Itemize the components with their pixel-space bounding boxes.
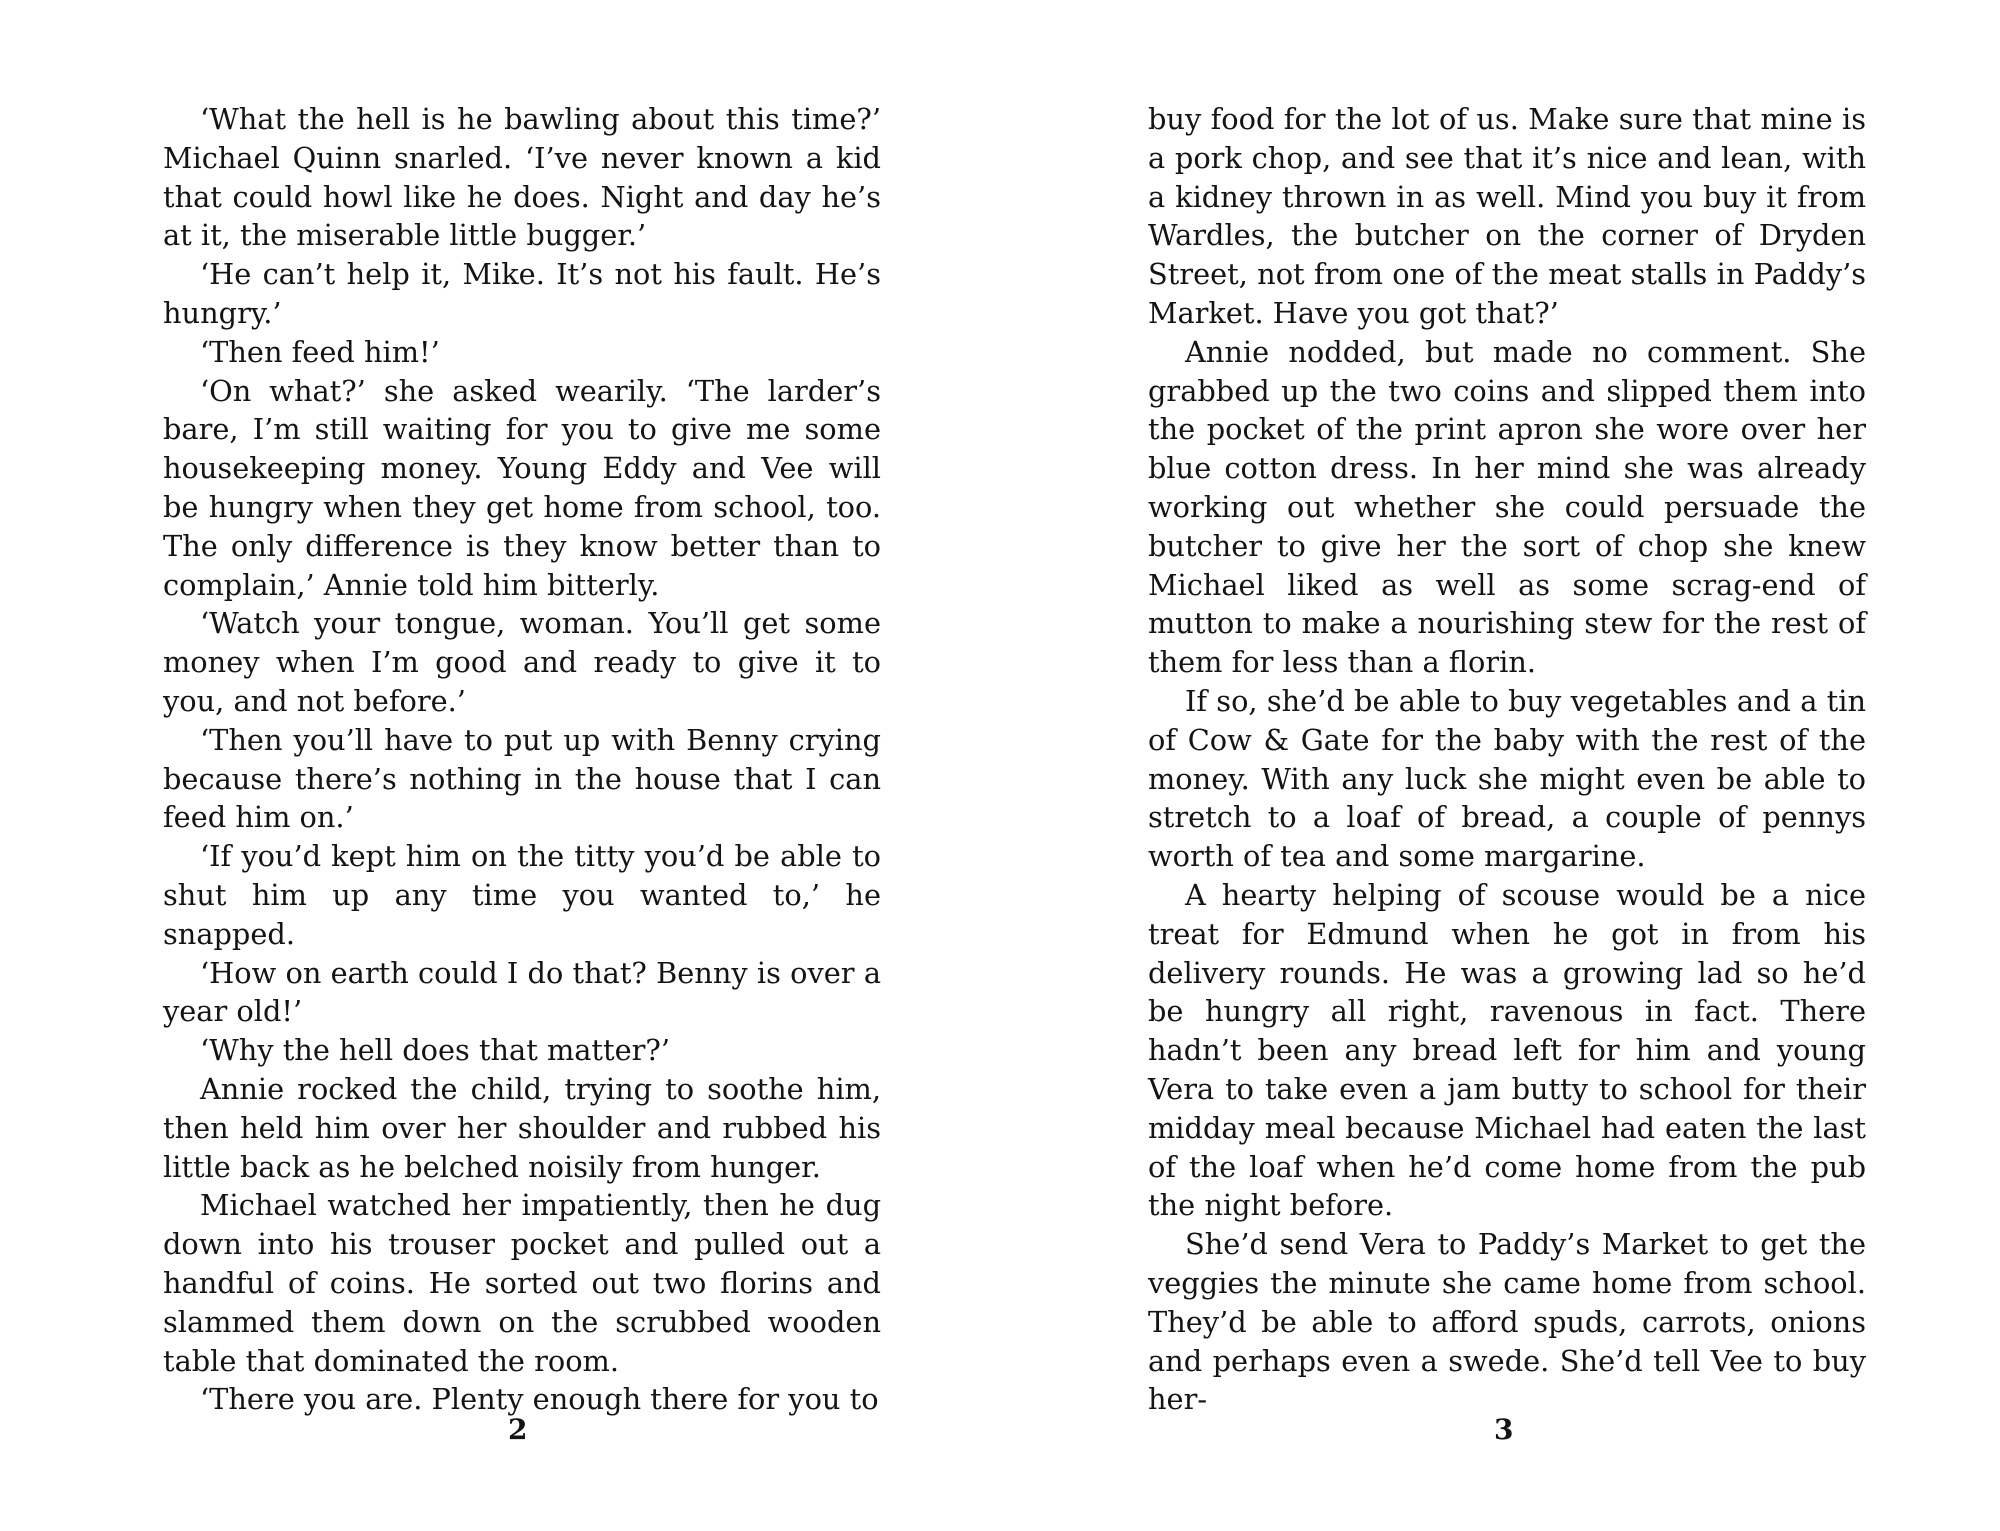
page-number-right: 3 [1494, 1413, 1514, 1446]
paragraph: If so, she’d be able to buy vegetables and a tin of Cow & Gate for the baby with the rest of the money. With any luck she might even be able to stretch to a loaf of bread, a couple of pennys worth of tea and some margarine. [1148, 683, 1866, 874]
paragraph: A hearty helping of scouse would be a nice treat for Edmund when he got in from his delivery rounds. He was a growing lad so he’d be hungry all right, ravenous in fact. There hadn’t been any bread left for him and young Vera to take even a jam butty to school for their midday meal because Michael had eaten the last of the loaf when he’d come home from the pub the night before. [1148, 877, 1866, 1223]
paragraph: Michael watched her impatiently, then he dug down into his trouser pocket and pulled out a handful of coins. He sorted out two florins and slammed them down on the scrubbed wooden table that dominated the room. [163, 1188, 881, 1378]
left-page [163, 100, 881, 1419]
paragraph: ‘Then feed him!’ [200, 334, 440, 369]
paragraph: ‘He can’t help it, Mike. It’s not his fault. He’s hungry.’ [163, 257, 881, 330]
paragraph: ‘Why the hell does that matter?’ [200, 1033, 670, 1068]
paragraph: ‘Watch your tongue, woman. You’ll get some money when I’m good and ready to give it to you, and not before.’ [163, 606, 881, 718]
paragraph: She’d send Vera to Paddy’s Market to get the veggies the minute she came home from school. They’d be able to afford spuds, carrots, onions and perhaps even a swede. She’d tell Vee to buy her- [1148, 1227, 1866, 1417]
paragraph-continuation: buy food for the lot of us. Make sure that mine is a pork chop, and see that it’s nice and lean, with a kidney thrown in as well. Mind you buy it from Wardles, the butcher on the corner of Dryden Street, not from one of the meat stalls in Paddy’s Market. Have you got that?’ [1148, 102, 1866, 330]
paragraph: Annie nodded, but made no comment. She grabbed up the two coins and slipped them into the pocket of the print apron she wore over her blue cotton dress. In her mind she was already working out whether she could persuade the butcher to give her the sort of chop she knew Michael liked as well as some scrag-end of mutton to make a nourishing stew for the rest of them for less than a florin. [1148, 334, 1866, 680]
paragraph: ‘On what?’ she asked wearily. ‘The larder’s bare, I’m still waiting for you to give me some housekeeping money. Young Eddy and Vee will be hungry when they get home from school, too. The only difference is they know better than to complain,’ Annie told him bitterly. [163, 373, 881, 602]
paragraph: Annie rocked the child, trying to soothe him, then held him over her shoulder and rubbed his little back as he belched noisily from hunger. [163, 1071, 881, 1184]
paragraph: ‘If you’d kept him on the titty you’d be able to shut him up any time you wanted to,’ he snapped. [163, 839, 881, 951]
paragraph: ‘There you are. Plenty enough there for you to [200, 1382, 879, 1417]
paragraph: ‘What the hell is he bawling about this time?’ Michael Quinn snarled. ‘I’ve never known a kid that could howl like he does. Night and day he’s at it, the miserable little bugger.’ [163, 102, 881, 253]
page-number-left: 2 [508, 1413, 528, 1446]
paragraph: ‘How on earth could I do that? Benny is over a year old!’ [163, 955, 881, 1029]
right-page [1148, 100, 1866, 1419]
paragraph: ‘Then you’ll have to put up with Benny crying because there’s nothing in the house that I can feed him on.’ [163, 722, 881, 835]
